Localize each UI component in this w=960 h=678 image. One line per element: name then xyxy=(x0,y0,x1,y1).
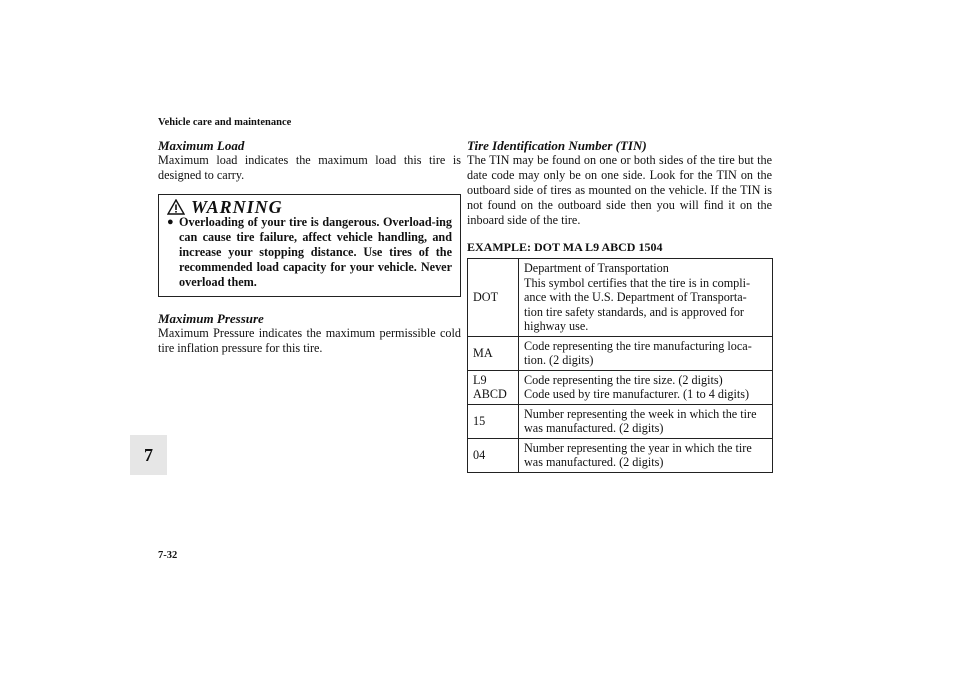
max-pressure-text: Maximum Pressure indicates the maximum permissible cold tire inflation pressure for this tire. xyxy=(158,326,461,355)
max-load-heading: Maximum Load xyxy=(158,138,245,153)
max-load-text: Maximum load indicates the maximum load this tire is designed to carry. xyxy=(158,153,461,182)
max-pressure-heading: Maximum Pressure xyxy=(158,311,264,326)
warning-item xyxy=(167,215,452,290)
tin-description-cell: Code representing the tire manufacturing loca- tion. (2 digits) xyxy=(519,336,773,370)
warning-triangle-icon xyxy=(167,199,185,215)
tin-code-cell: 15 xyxy=(468,404,519,438)
right-column xyxy=(467,138,772,473)
tin-description-cell: Code representing the tire size. (2 digits) Code used by tire manufacturer. (1 to 4 digits) xyxy=(519,370,773,404)
page-number: 7-32 xyxy=(158,550,178,561)
warning-box xyxy=(158,194,461,297)
table-row xyxy=(468,438,773,472)
tin-code-cell: L9 ABCD xyxy=(468,370,519,404)
left-column xyxy=(158,138,461,356)
bullet-icon: ● xyxy=(167,216,174,228)
tin-description-cell: Department of Transportation This symbol certifies that the tire is in compli- ance with the U.S. Department of Transporta- tion tire safety standards, and is approved for highway use. xyxy=(519,259,773,337)
warning-title: WARNING xyxy=(191,196,283,217)
warning-text: Overloading of your tire is dangerous. Overload-ing can cause tire failure, affect vehicle handling, and increase your stopping distance. Use tires of the recommended load capacity for your vehicle. Never overload them. xyxy=(179,215,452,289)
chapter-tab: 7 xyxy=(130,435,167,475)
section-header: Vehicle care and maintenance xyxy=(158,117,292,128)
table-row xyxy=(468,259,773,337)
table-row xyxy=(468,404,773,438)
tin-heading: Tire Identification Number (TIN) xyxy=(467,138,647,153)
table-row xyxy=(468,370,773,404)
example-label: EXAMPLE: DOT MA L9 ABCD 1504 xyxy=(467,240,663,254)
tin-code-cell: 04 xyxy=(468,438,519,472)
tin-table xyxy=(467,258,773,473)
table-row xyxy=(468,336,773,370)
warning-title-row xyxy=(167,196,452,217)
tin-text: The TIN may be found on one or both sides of the tire but the date code may only be on one side. Look for the TIN on the outboard side of tires as mounted on the vehicle. If the TIN is not found on the outboard side then you will find it on the inboard side of the tire. xyxy=(467,153,772,227)
tin-description-cell: Number representing the week in which the tire was manufactured. (2 digits) xyxy=(519,404,773,438)
tin-code-cell: DOT xyxy=(468,259,519,337)
tin-description-cell: Number representing the year in which the tire was manufactured. (2 digits) xyxy=(519,438,773,472)
tin-code-cell: MA xyxy=(468,336,519,370)
